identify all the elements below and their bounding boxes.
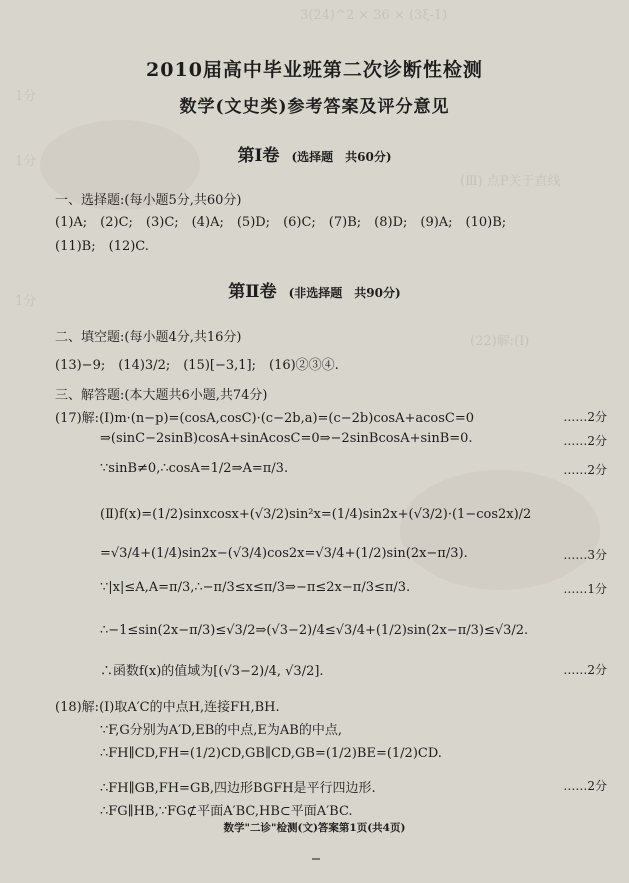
p17-score-1: ……2分 — [563, 410, 607, 424]
volume-1-title: 第Ⅰ卷 — [237, 146, 280, 166]
bleed-line-2: (22)解:(Ⅰ) — [470, 334, 530, 349]
bleed-score-1: 1分 — [15, 89, 37, 104]
p17-line-2: ⇒(sinC−2sinB)cosA+sinAcosC=0⇒−2sinBcosA+sinB=0. — [100, 431, 473, 446]
section-choice-heading: 一、选择题:(每小题5分,共60分) — [55, 193, 242, 208]
fill-answers: (13)−9; (14)3/2; (15)[−3,1]; (16)②③④. — [55, 358, 339, 373]
volume-2-title: 第Ⅱ卷 — [228, 282, 277, 302]
p17-score-5: ……1分 — [563, 582, 607, 596]
page-subtitle: 数学(文史类)参考答案及评分意见 — [179, 97, 450, 117]
p18-line-3: ∴FH∥CD,FH=(1/2)CD,GB∥CD,GB=(1/2)BE=(1/2)CD. — [100, 746, 442, 761]
choice-answers-line-1: (1)A; (2)C; (3)C; (4)A; (5)D; (6)C; (7)B; (8)D; (9)A; (10)B; — [55, 215, 507, 230]
p17-line-3: ∵sinB≠0,∴cosA=1/2⇒A=π/3. — [100, 461, 289, 476]
section-solution-heading: 三、解答题:(本大题共6小题,共74分) — [55, 388, 268, 403]
volume-2-header — [0, 277, 629, 302]
volume-2-note: (非选择题 共90分) — [288, 286, 401, 300]
section-fill-heading: 二、填空题:(每小题4分,共16分) — [55, 330, 242, 345]
p18-line-5: ∴FG∥HB,∵FG⊄平面A′BC,HB⊂平面A′BC. — [100, 804, 353, 819]
p18-line-2: ∵F,G分别为A′D,EB的中点,E为AB的中点, — [100, 723, 342, 738]
scan-mark — [312, 858, 320, 860]
p18-line-1: (18)解:(Ⅰ)取A′C的中点H,连接FH,BH. — [55, 700, 280, 715]
p17-line-5: =√3/4+(1/4)sin2x−(√3/4)cos2x=√3/4+(1/2)sin(2x−π/3). — [100, 546, 468, 561]
p17-score-3: ……2分 — [563, 463, 607, 477]
page-footer: 数学"二诊"检测(文)答案第1页(共4页) — [223, 822, 406, 834]
p17-line-4: (Ⅱ)f(x)=(1/2)sinxcosx+(√3/2)sin²x=(1/4)sin2x+(√3/2)·(1−cos2x)/2 — [100, 507, 532, 522]
bleed-score-2: 1分 — [15, 154, 37, 169]
p17-line-1: (17)解:(Ⅰ)m·(n−p)=(cosA,cosC)·(c−2b,a)=(c−2b)cosA+acosC=0 — [55, 411, 475, 426]
volume-1-note: (选择题 共60分) — [291, 150, 392, 164]
p18-score-1: ……2分 — [563, 779, 607, 793]
p17-score-4: ……3分 — [563, 548, 607, 562]
volume-1-header — [0, 141, 629, 166]
paper-stain — [400, 470, 600, 590]
p17-line-6: ∵|x|≤A,A=π/3,∴−π/3≤x≤π/3⇒−π≤2x−π/3≤π/3. — [100, 580, 411, 595]
p17-line-8: ∴函数f(x)的值域为[(√3−2)/4, √3/2]. — [100, 664, 324, 679]
bleed-score-3: 1分 — [15, 294, 37, 309]
p18-line-4: ∴FH∥GB,FH=GB,四边形BGFH是平行四边形. — [100, 781, 376, 796]
p17-score-2: ……2分 — [563, 434, 607, 448]
bleed-formula-top: 3(24)^2 × 36 × (3ξ-1) — [300, 8, 448, 23]
page-title: 2010届高中毕业班第二次诊断性检测 — [146, 59, 483, 81]
choice-answers-line-2: (11)B; (12)C. — [55, 239, 149, 254]
p17-score-6: ……2分 — [563, 663, 607, 677]
bleed-line-1: (Ⅲ) 点P关于直线 — [460, 174, 561, 189]
p17-line-7: ∴−1≤sin(2x−π/3)≤√3/2⇒(√3−2)/4≤√3/4+(1/2)sin(2x−π/3)≤√3/2. — [100, 623, 529, 638]
